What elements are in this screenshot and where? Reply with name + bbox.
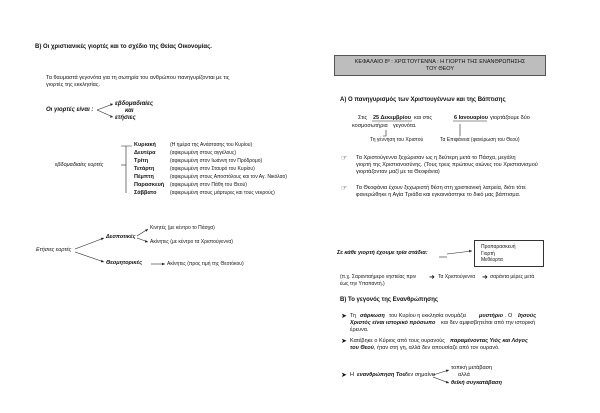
day-note: (Η ημέρα της Ανάστασης του Κυρίου) [170,142,253,148]
epiphany-label: Τα Επιφάνεια (φανέρωση του Θεού) [440,137,520,143]
birth-label: Τη γέννηση του Χριστού [370,137,424,143]
day-note: (αφιερωμένη στον Ιωάννη τον Πρόδρομο) [170,158,263,164]
arrow-bullet-icon: ➤ [341,372,347,379]
day-name: Κυριακή [134,142,156,148]
p1-suffix: γιορτάζουμε δύο [490,115,530,121]
fast-line-1-c: σαράντα μέρες μετά [490,274,535,280]
b1-line2-a: Χριστός είναι ιστορικό πρόσωπο [350,320,436,326]
stages-question: Σε κάθε γιορτή έχουμε τρία στάδια: [337,250,428,256]
fast-line-2: έως την Υπαπαντή.) [340,281,385,287]
fast-line-1-a: (π.χ. Σαρανταήμερο νηστείας πριν [340,274,417,280]
day-name: Παρασκευή [134,182,165,188]
p1-line2-a: κοσμοσωτήρια [352,123,388,129]
b1-line1-f: Ιησούς [518,313,537,319]
p1-prefix: Στις [358,115,368,121]
day-note: (αφιερωμένη στους αγγέλους) [170,150,237,156]
b1-line1-d: μυστήριο [479,313,504,319]
annual-feasts-label: Ετήσιες εορτές [36,247,72,253]
section-a-title: A) Ο πανηγυρισμός των Χριστουγέννων και της Βάπτισης [340,97,506,103]
arrow-bullet-icon: ➤ [341,313,347,320]
pointing-hand-icon: ☞ [341,185,348,192]
chapter-title-line-1: ΚΕΦΑΛΑΙΟ 8º : ΧΡΙΣΤΟΥΓΕΝΝΑ : Η ΓΙΟΡΤΗ ΤΗΣ ΕΝΑΝΘΡΩΠΗΣΗΣ [354,59,526,65]
day-name: Τετάρτη [134,166,155,172]
arrow-to-despotic [75,238,104,249]
day-name: Πέμπτη [134,174,154,180]
immovable-label: Ακίνητες (με κέντρο τα Χριστούγεννα) [150,239,233,245]
intro-line-1: Τα θαυμαστά γεγονότα για τη σωτηρία του ανθρώπου πανηγυρίζονται με τις [46,75,230,81]
b2-line1-a: Κατέβηκε ο Κύριος από τους ουρανούς [350,338,445,344]
b1-line1-c: του Κυρίου η εκκλησία ονομάζει [389,313,467,319]
b1-line1-a: Τη [350,313,357,319]
arrow-to-option1 [433,370,449,375]
b3-option-2: θεϊκή συγκατάβαση [451,380,502,386]
b1-line2-b: και δεν αμφισβητείται από την ιστορική [441,320,536,326]
b3-mid: δεν σημαίνει [405,372,436,378]
jan-date: 6 Ιανουαρίου [454,115,488,121]
theometoric-note: Ακίνητες (προς τιμή της Θεοτόκου) [167,261,244,267]
day-note: (αφιερωμένη στους μάρτυρες και τους νεκρούς) [170,190,275,196]
day-note: (αφιερωμένη στον Σταυρό του Κυρίου) [170,166,255,172]
p2-line-1: Τα Χριστούγεννα ξεχώρισαν ως η δεύτερη μετά το Πάσχα, μεγάλη [356,155,516,161]
p3-line-2: φανερώθηκε η Αγία Τριάδα και εγκαινιάστηκε το δικό μας βάπτισμα. [356,192,521,198]
b3-term: ενανθρώπηση Του [357,372,406,378]
arrow-to-weekly [97,104,113,110]
arrow-right-icon: ➜ [482,274,488,281]
arrow-to-stages [447,251,472,254]
b3-option-1: τοπική μετάβαση [451,365,493,371]
b3-prefix: Η [350,372,354,378]
b2-line2-a: του Θεού [350,345,374,351]
stage-item: Προπαρασκευή [481,244,516,250]
weekly-bracket [121,146,132,193]
arrow-bullet-icon: ➤ [341,338,347,345]
movable-label: Κινητές (με κέντρο το Πάσχα) [150,225,215,231]
chapter-title-box [334,55,546,76]
arrow-right-icon: ➜ [429,274,435,281]
b3-but: αλλά [458,372,470,378]
p2-line-2: γιορτή της Χριστιανοσύνης. (Τους τρεις πρώτους αιώνες του Χριστιανισμού [356,162,538,168]
day-name: Σάββατο [134,190,157,196]
day-name: Δευτέρα [134,150,156,156]
day-note: (αφιερωμένη στον Πάθη του Θεού) [170,182,247,188]
arrow-to-option2 [433,377,449,383]
arrow-to-annual [97,110,113,117]
arrow-to-theometoric [75,252,104,262]
theometoric-label: Θεομητορικές [106,260,143,266]
p3-line-1: Τα Θεοφάνια έχουν ξεχωριστή θέση στη χριστιανική λατρεία, διότι τότε [356,185,526,191]
bracket-birth [383,130,386,136]
p1-line2-b: γεγονότα. [393,123,417,129]
right-section-b-title: B) Το γεγονός της Ενανθρώπησης [340,297,439,303]
chapter-title-line-2: ΤΟΥ ΘΕΟΥ [425,66,455,72]
dec-date: 25 Δεκεμβρίου [373,115,411,121]
weekly-label: εβδομαδιαίες [115,101,154,107]
arrow-to-movable [137,229,148,236]
day-note: (αφιερωμένη στους Αποστόλους και τον Αγ. Νικόλαο) [170,174,287,180]
despotic-label: Δεσποτικές [106,234,136,240]
feasts-are-label: Οι γιορτές είναι : [46,107,94,113]
and-label: και [125,108,134,114]
arrow-to-immovable [137,238,148,242]
p2-line-3: γιορτάζονταν μαζί με τα Θεοφάνια) [356,169,440,175]
b1-line3: έρευνα. [350,327,369,333]
day-name: Τρίτη [134,158,149,164]
stage-item: Γιορτή [481,250,495,257]
left-section-b-title: B) Οι χριστιανικές γιορτές και το σχέδιο της Θείας Οικονομίας. [35,44,212,50]
p1-mid: και στις [414,115,433,121]
pointing-hand-icon: ☞ [341,155,348,162]
annual-label: ετήσιες [115,115,136,121]
b2-line2-b: , ήταν στη γη, αλλά δεν απουσίαζε από τον ουρανό. [374,345,500,351]
b1-line1-e: . Ο [505,313,513,319]
b2-line1-b: παραμένοντας Υιός και Λόγος [450,338,528,344]
weekly-feasts-label: εβδομαδιαίες εορτές [55,162,104,168]
b1-line1-b: σάρκωση [360,313,385,319]
intro-line-2: γιορτές της εκκλησίας. [46,82,101,88]
stages-scroll-box [474,240,544,267]
stage-item: Μεθέορτα [481,257,503,263]
fast-line-1-b: Τα Χριστούγεννα [438,274,476,280]
